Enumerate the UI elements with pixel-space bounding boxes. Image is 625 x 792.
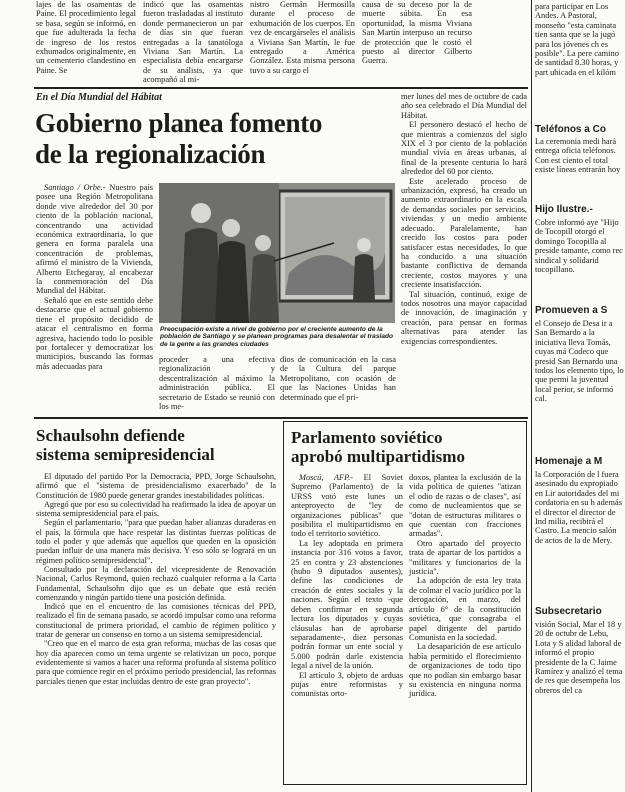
sidebar xyxy=(535,0,624,792)
schaulsohn-p5: Indicó que en el encuentro de las comisiones técnicas del PPD, realizado el fin de semana pasado, se acordó impulsar como una reforma constitucional de primera prioridad, el cambio de régimen político y tratar de generar un consenso en torno a un sistema semipresidencial. xyxy=(36,602,276,640)
top-divider xyxy=(34,87,528,89)
sidebar-item-3-title: Promueven a S xyxy=(535,305,608,316)
sovietico-headline-line-1: Parlamento soviético xyxy=(291,428,443,447)
main-col-1-text: Nuestro país posee una Región Metropolitana donde vive alrededor del 30 por ciento de la población nacional, concentrando una actividad económica extraordinaria, lo que genera en forma paralela una concentración de problemas, afirmó el ministro de la Vivienda, Alberto Etchegaray, al encabezar la conmemoración del Día Mundial del Hábitat. xyxy=(36,183,153,296)
sovietico-col-2-p3: La adopción de esta ley trata de colmar el vacío jurídico por la derogación, en marzo, del artículo 6° de la constitución soviética, que consagraba el papel dirigente del partido Comunista en la sociedad. xyxy=(409,576,521,642)
schaulsohn-headline-line-2: sistema semipresidencial xyxy=(36,445,215,464)
main-col-1-p2: Señaló que en este sentido debe destacarse que el actual gobierno tiene el propósito decidido de atacar el centralismo en forma agresiva, haciendo todo lo posible por fortalecer y democratizar los municipios, buscando las formas más adecuadas para xyxy=(36,295,153,371)
sovietico-col-1-text: El Soviet Supremo (Parlamento) de la URSS votó este lunes un anteproyecto de "ley de organizaciones públicas" que posibilita el multipartidismo en todo el territorio soviético. xyxy=(291,473,403,539)
schaulsohn-p4: Consultado por la declaración del vicepresidente de Renovación Nacional, Carlos Reymond, quien rechazó cualquier reforma a la Carta Fundamental, Schaulsohn dijo que es un debate que está recién comenzando y ningún partido tiene una posición definida. xyxy=(36,564,276,602)
sidebar-item-1-text: La ceremonia medi hará entrega oficia teléfonos. Con est ciento el total existe líneas entrarán hoy xyxy=(535,137,621,175)
main-headline-line-2: de la regionalización xyxy=(35,139,266,169)
sidebar-divider xyxy=(531,0,532,792)
schaulsohn-p3: Según el parlamentario, "para que puedan haber alianzas duraderas en el país, la fórmula que hace respetar las distintas fuerzas políticas de todo el poder y que además que aquellos que queden en la oposición puedan influir de una manera más decisiva. Y eso sólo se logrará en un régimen político semipresidencial". xyxy=(36,518,276,565)
main-col-2-bottom: proceder a una efectiva regionalización y descentralización al máximo la administración pública. El secretario de Estado se reunió con los me- xyxy=(159,355,275,412)
sovietico-col-2-p4: La desaparición de ese artículo había permitido el florecimiento de organizaciones de todo tipo que no podían sin embargo basar su existencia en ninguna norma jurídica. xyxy=(409,642,521,699)
main-col-4-p3: Este acelerado proceso de urbanización, expresó, ha creado un aumento extraordinario en la escala de demandas sociales por servicios, viviendas y un medio ambiente adecuado. Paralelamente, han crecido los costos para poder satisfacer estas necesidades, lo que ha conducido a una situación bastante conflictiva de demanda creciente, costos mayores y una creciente insatisfacción. xyxy=(401,176,527,290)
top-strip-col-3: nistro Germán Hermosilla durante el proceso de exhumación de los cuerpos. En vez de encargárseles el análisis a Viviana San Martín, le fue entregado a América González. Esta misma persona tuvo a su cargo el xyxy=(250,0,355,75)
main-kicker: En el Día Mundial del Hábitat xyxy=(36,92,162,103)
mid-divider xyxy=(34,417,528,419)
sidebar-item-4-text: la Corporación de l fuera asesinado du expropiado en Lir autoridades del mi cordatoria en su h además el director el director de Ind milia, recibirá el Castro. La mencio salón de actos de la de Mery. xyxy=(535,470,622,545)
photo-illustration xyxy=(159,183,395,323)
top-strip-col-4: causa de su deceso por la de muerte súbita. En esa oportunidad, la misma Viviana San Martín interpuso un recurso de protección que le costó el puesto al director Gilberto Guerra. xyxy=(362,0,472,66)
sidebar-item-5-text: visión Social, Mar el 18 y 20 de octubr de Lebu, Lota y S alidad laboral de informó el propio presidente de la C Jaime Ramírez y analizó el tema de res que desempeña los obreros del ca xyxy=(535,620,623,695)
sidebar-item-2-text: Cobre informó aye "Hijo de Tocopill otorgó el domingo Tocopilla al preside tamante, como rec sindical y solidarid tocopillano. xyxy=(535,218,623,275)
main-col-4-p4: Tal situación, continuó, exige de todos nosotros una mayor capacidad de innovación, de imaginación y creación, para pensar en formas alternativas para atender las exigencias correspondientes. xyxy=(401,289,527,346)
sovietico-col-2-p1: doxos, plantea la exclusión de la vida política de quienes "atizan el odio de razas o de clases", así como de nucleamientos que se "dotan de estructuras militares o que cuentan con fracciones armadas". xyxy=(409,473,521,539)
sidebar-item-2-title: Hijo Ilustre.- xyxy=(535,204,593,215)
main-col-3-bottom: dios de comunicación en la casa de la Cultura del parque Metropolitano, con ocasión de que las Naciones Unidas han determinado que el pri- xyxy=(280,355,396,402)
news-photo xyxy=(159,183,395,323)
schaulsohn-body xyxy=(36,472,276,784)
sovietico-col-2-p2: Otro apartado del proyecto trata de apartar de los partidos a "militares y funcionarios de la justicia". xyxy=(409,538,521,577)
main-col-1 xyxy=(36,183,153,383)
main-col-4-p1: mer lunes del mes de octubre de cada año sea celebrado el Día Mundial del Hábitat. xyxy=(401,92,527,120)
main-byline: Santiago / Orbe.- xyxy=(44,183,106,192)
sovietico-col-1-p3: El artículo 3, objeto de arduas pujas entre reformistas y comunistas orto- xyxy=(291,670,403,699)
sidebar-top-text: para participar en Los Andes. A Pastoral, monseño "esta caminata tien santa que se la jugó para los jóvenes ch es posible". La pere camino de santidad 8.30 horas, y part ubicada en el kilóm xyxy=(535,2,619,77)
sovietico-col-2 xyxy=(409,473,521,779)
main-col-4-p2: El personero destacó el hecho de que mientras a comienzos del siglo XIX el 3 por ciento de la población mundial vivía en áreas urbanas, al final de la presente centuria lo hará alrededor del 60 por ciento. xyxy=(401,120,527,177)
main-col-4 xyxy=(401,92,527,410)
sidebar-item-4-title: Homenaje a M xyxy=(535,456,603,467)
sovietico-col-1-p2: La ley adoptada en primera instancia por 316 votos a favor, 25 en contra y 23 abstenciones (hubo 9 diputados ausentes), define las condiciones de creación de entes sociales y la naciones. Según el texto -que deben confirmar en segunda lectura los diputados y cuyas cláusulas han de aprobarse separadamente-, diez personas podrán formar un ente social y 5.000 podrán darle existencia legal a nivel de la unión. xyxy=(291,538,403,671)
main-headline-line-1: Gobierno planea fomento xyxy=(35,108,323,138)
photo-caption: Preocupación existe a nivel de gobierno por el creciente aumento de la población de Santiago y se planean programas para desalentar el traslado de la gente a las grandes ciudades xyxy=(160,326,394,348)
sidebar-item-3-text: el Consejo de Desa ir a San Bernardo a la iniciativa lleva Tomás, cuyas má Codeco que presid San Bernardo una todos los elemento tipo, lo que permi la juventud local perior, se informó cal. xyxy=(535,319,624,404)
sidebar-item-5-title: Subsecretario xyxy=(535,606,602,617)
schaulsohn-headline-line-1: Schaulsohn defiende xyxy=(36,426,185,445)
top-strip-col-1: lajes de las osamentas de Paine. El procedimiento legal se basa, según se informó, en que fue adulterada la fecha de ingreso de los restos exhumados originalmente, en un cementerio clandestino en Paine. Se xyxy=(36,0,136,75)
schaulsohn-p1: El diputado del partido Por la Democracia, PPD, Jorge Schaulsohn, afirmó que el "sistema de presidencialismo exacerbado" de la Constitución de 1980 puede generar grandes inestabilidades políticas. xyxy=(36,472,276,500)
sovietico-col-1 xyxy=(291,473,403,779)
sidebar-item-1-title: Teléfonos a Co xyxy=(535,124,606,135)
sovietico-byline: Moscú, AFP.- xyxy=(299,473,353,482)
schaulsohn-p2: Agregó que por eso su colectividad ha reafirmado la idea de apoyar un sistema semipresidencial para el país. xyxy=(36,499,276,519)
sovietico-headline-line-2: aprobó multipartidismo xyxy=(291,447,465,466)
top-strip-col-2: indicó que las osamentas fueron trasladadas al instituto donde permanecieron un par de días sin que fueran entregadas a la tanatóloga Viviana San Martín. La especialista debía encargarse de su análisis, ya que acompañó al mi- xyxy=(143,0,243,85)
schaulsohn-p6: "Creo que en el marco de esta gran reforma, muchas de las cosas que hoy día aparecen como un tema urgente se relativizan un poco, porque evidentemente si vamos a hacer una reforma profunda al sistema político para que comience regir en el próximo período presidencial, las reformas parciales tienen que estar incluidas dentro de este gran proyecto". xyxy=(36,639,276,686)
